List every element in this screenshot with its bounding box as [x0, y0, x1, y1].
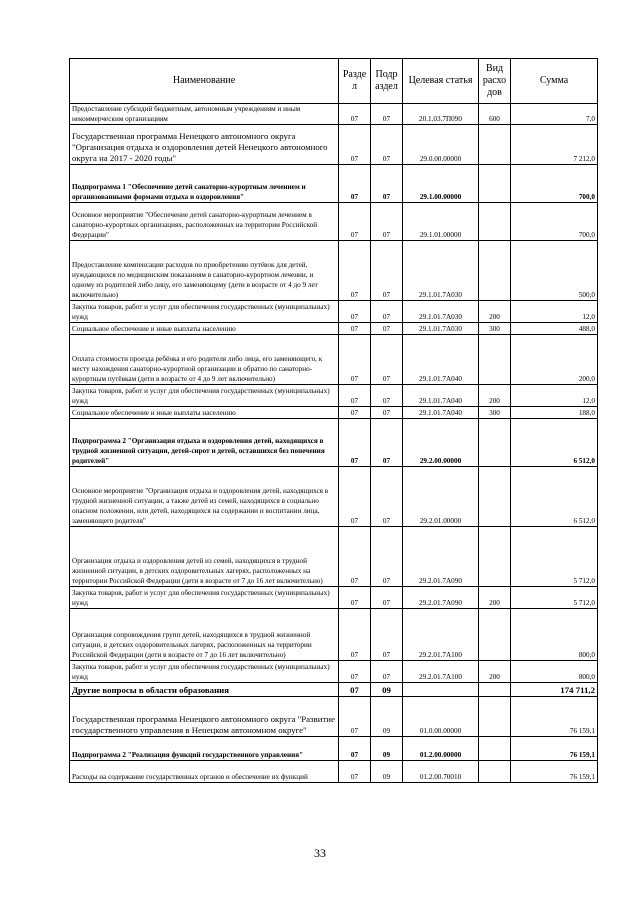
table-row	[70, 125, 598, 165]
row-vid	[479, 609, 511, 661]
row-razdel: 07	[339, 335, 371, 385]
table-row	[70, 737, 598, 761]
row-target: 29.1.00.00000	[403, 165, 479, 203]
row-razdel: 07	[339, 737, 371, 761]
row-target: 01.2.00.00000	[403, 737, 479, 761]
row-name: Подпрограмма 2 "Реализация функций государственного управления"	[70, 737, 339, 761]
header-kind: Вид расхо дов	[479, 59, 511, 104]
row-podrazdel: 07	[371, 407, 403, 419]
table-row	[70, 527, 598, 587]
row-target: 29.2.00.00000	[403, 419, 479, 467]
header-target: Целевая статья	[403, 59, 479, 104]
row-podrazdel: 09	[371, 737, 403, 761]
row-sum: 800,0	[511, 661, 598, 683]
row-sum: 76 159,1	[511, 697, 598, 737]
table-row	[70, 683, 598, 697]
budget-table	[69, 58, 598, 783]
table-row	[70, 661, 598, 683]
row-razdel: 07	[339, 683, 371, 697]
row-name: Подпрограмма 1 "Обеспечение детей санаторно-курортным лечением и организованными формами отдыха и оздоровления"	[70, 165, 339, 203]
row-podrazdel: 07	[371, 335, 403, 385]
row-vid: 300	[479, 407, 511, 419]
row-vid	[479, 419, 511, 467]
row-name: Предоставление субсидий бюджетным, автономным учреждениям и иным некоммерческим организациям	[70, 104, 339, 125]
table-row	[70, 385, 598, 407]
row-podrazdel: 09	[371, 683, 403, 697]
row-podrazdel: 07	[371, 609, 403, 661]
header-name: Наименование	[70, 59, 339, 104]
row-podrazdel: 07	[371, 165, 403, 203]
row-vid	[479, 761, 511, 783]
row-vid	[479, 683, 511, 697]
row-name: Подпрограмма 2 "Организация отдыха и оздоровления детей, находящихся в трудной жизненной ситуации, детей-сирот и детей, оставшихся без попечения родителей"	[70, 419, 339, 467]
row-podrazdel: 09	[371, 697, 403, 737]
row-sum: 174 711,2	[511, 683, 598, 697]
table-row	[70, 203, 598, 241]
row-razdel: 07	[339, 407, 371, 419]
row-podrazdel: 07	[371, 661, 403, 683]
row-target: 29.0.00.00000	[403, 125, 479, 165]
row-vid	[479, 697, 511, 737]
row-sum: 5 712,0	[511, 527, 598, 587]
table-row	[70, 587, 598, 609]
table-row	[70, 697, 598, 737]
row-target	[403, 683, 479, 697]
table-row	[70, 165, 598, 203]
row-name: Организация отдыха и оздоровления детей из семей, находящихся в трудной жизненной ситуации, в детских оздоровительных лагерях, расположенных на территории Российской Федерации (дети в возрасте от 7 до 16 лет включительно)	[70, 527, 339, 587]
row-target: 29.1.01.7А030	[403, 323, 479, 335]
row-name: Закупка товаров, работ и услуг для обеспечения государственных (муниципальных) нужд	[70, 301, 339, 323]
row-podrazdel: 07	[371, 385, 403, 407]
row-target: 29.1.01.00000	[403, 203, 479, 241]
table-row	[70, 609, 598, 661]
row-podrazdel: 07	[371, 527, 403, 587]
row-sum: 6 512,0	[511, 467, 598, 527]
row-sum: 12,0	[511, 385, 598, 407]
row-name: Другие вопросы в области образования	[70, 683, 339, 697]
row-name: Государственная программа Ненецкого автономного округа "Организация отдыха и оздоровления детей Ненецкого автономного округа на 2017 - 2020 годы"	[70, 125, 339, 165]
row-razdel: 07	[339, 104, 371, 125]
table-row	[70, 241, 598, 301]
row-razdel: 07	[339, 203, 371, 241]
row-podrazdel: 07	[371, 587, 403, 609]
row-target: 01.0.00.00000	[403, 697, 479, 737]
table-row	[70, 407, 598, 419]
row-vid	[479, 203, 511, 241]
table-row	[70, 761, 598, 783]
row-vid	[479, 165, 511, 203]
row-razdel: 07	[339, 323, 371, 335]
table-row	[70, 323, 598, 335]
row-target: 29.2.01.7А100	[403, 609, 479, 661]
header-section: Разде л	[339, 59, 371, 104]
row-target: 29.2.01.7А100	[403, 661, 479, 683]
header-subsection: Подр аздел	[371, 59, 403, 104]
row-vid: 200	[479, 301, 511, 323]
table-row	[70, 301, 598, 323]
row-sum: 800,0	[511, 609, 598, 661]
table-row	[70, 335, 598, 385]
row-sum: 700,0	[511, 165, 598, 203]
row-razdel: 07	[339, 385, 371, 407]
row-name: Основное мероприятие "Организация отдыха и оздоровления детей, находящихся в трудной жизненной ситуации, а также детей из семей, находящихся в социально опасном положении, или детей, находящихся на содержании и воспитании лица, заменяющего родителя"	[70, 467, 339, 527]
row-razdel: 07	[339, 125, 371, 165]
row-name: Расходы на содержание государственных органов и обеспечение их функций	[70, 761, 339, 783]
row-vid: 200	[479, 587, 511, 609]
row-name: Закупка товаров, работ и услуг для обеспечения государственных (муниципальных) нужд	[70, 661, 339, 683]
row-razdel: 07	[339, 587, 371, 609]
row-razdel: 07	[339, 241, 371, 301]
row-target: 29.1.01.7А030	[403, 301, 479, 323]
row-sum: 5 712,0	[511, 587, 598, 609]
row-vid	[479, 125, 511, 165]
header-row	[70, 59, 598, 104]
row-name: Основное мероприятие "Обеспечение детей санаторно-курортным лечением в санаторно-курортных организациях, расположенных на территории Российской Федерации"	[70, 203, 339, 241]
row-target: 29.1.01.7А030	[403, 241, 479, 301]
row-vid	[479, 241, 511, 301]
table-row	[70, 419, 598, 467]
row-sum: 76 159,1	[511, 761, 598, 783]
row-razdel: 07	[339, 761, 371, 783]
row-target: 29.1.01.7А040	[403, 407, 479, 419]
row-razdel: 07	[339, 165, 371, 203]
row-razdel: 07	[339, 697, 371, 737]
table-row	[70, 467, 598, 527]
row-podrazdel: 07	[371, 104, 403, 125]
row-vid	[479, 467, 511, 527]
row-sum: 12,0	[511, 301, 598, 323]
row-sum: 700,0	[511, 203, 598, 241]
row-podrazdel: 07	[371, 323, 403, 335]
row-vid: 200	[479, 385, 511, 407]
row-podrazdel: 07	[371, 419, 403, 467]
row-sum: 7 212,0	[511, 125, 598, 165]
header-sum: Сумма	[511, 59, 598, 104]
row-target: 29.1.01.7А040	[403, 335, 479, 385]
row-podrazdel: 07	[371, 203, 403, 241]
row-target: 29.2.01.00000	[403, 467, 479, 527]
row-name: Закупка товаров, работ и услуг для обеспечения государственных (муниципальных) нужд	[70, 587, 339, 609]
row-name: Социальное обеспечение и иные выплаты населению	[70, 323, 339, 335]
row-name: Государственная программа Ненецкого автономного округа "Развитие государственного управления в Ненецком автономном округе"	[70, 697, 339, 737]
row-razdel: 07	[339, 609, 371, 661]
row-podrazdel: 07	[371, 467, 403, 527]
row-vid	[479, 737, 511, 761]
row-target: 29.2.01.7А090	[403, 527, 479, 587]
row-podrazdel: 07	[371, 125, 403, 165]
row-podrazdel: 09	[371, 761, 403, 783]
row-razdel: 07	[339, 419, 371, 467]
row-name: Организация сопровождения групп детей, находящихся в трудной жизненной ситуации, в детских оздоровительных лагерях, расположенных на территории Российской Федерации (дети в возрасте от 7 до 16 лет включительно)	[70, 609, 339, 661]
row-name: Оплата стоимости проезда ребёнка и его родителя либо лица, его заменяющего, к месту нахождения санаторно-курортной организации и обратно по санаторно-курортным путёвкам (дети в возрасте от 4 до 9 лет включительно)	[70, 335, 339, 385]
page-number: 33	[314, 846, 326, 860]
row-name: Предоставление компенсации расходов по приобретению путёвок для детей, нуждающихся по медицинским показаниям в санаторно-курортном лечении, и одному из родителей либо лицу, его заменяющему (дети в возрасте от 4 до 9 лет включительно)	[70, 241, 339, 301]
row-sum: 6 512,0	[511, 419, 598, 467]
row-vid	[479, 335, 511, 385]
row-vid: 600	[479, 104, 511, 125]
row-sum: 76 159,1	[511, 737, 598, 761]
row-vid: 200	[479, 661, 511, 683]
row-vid	[479, 527, 511, 587]
row-target: 01.2.00.70010	[403, 761, 479, 783]
row-razdel: 07	[339, 301, 371, 323]
row-sum: 7,0	[511, 104, 598, 125]
row-target: 20.1.03.7П090	[403, 104, 479, 125]
row-name: Закупка товаров, работ и услуг для обеспечения государственных (муниципальных) нужд	[70, 385, 339, 407]
row-razdel: 07	[339, 467, 371, 527]
row-razdel: 07	[339, 661, 371, 683]
row-target: 29.1.01.7А040	[403, 385, 479, 407]
row-target: 29.2.01.7А090	[403, 587, 479, 609]
row-podrazdel: 07	[371, 301, 403, 323]
row-sum: 200,0	[511, 335, 598, 385]
row-razdel: 07	[339, 527, 371, 587]
row-podrazdel: 07	[371, 241, 403, 301]
row-sum: 488,0	[511, 323, 598, 335]
row-sum: 188,0	[511, 407, 598, 419]
row-vid: 300	[479, 323, 511, 335]
row-sum: 500,0	[511, 241, 598, 301]
row-name: Социальное обеспечение и иные выплаты населению	[70, 407, 339, 419]
table-row	[70, 104, 598, 125]
